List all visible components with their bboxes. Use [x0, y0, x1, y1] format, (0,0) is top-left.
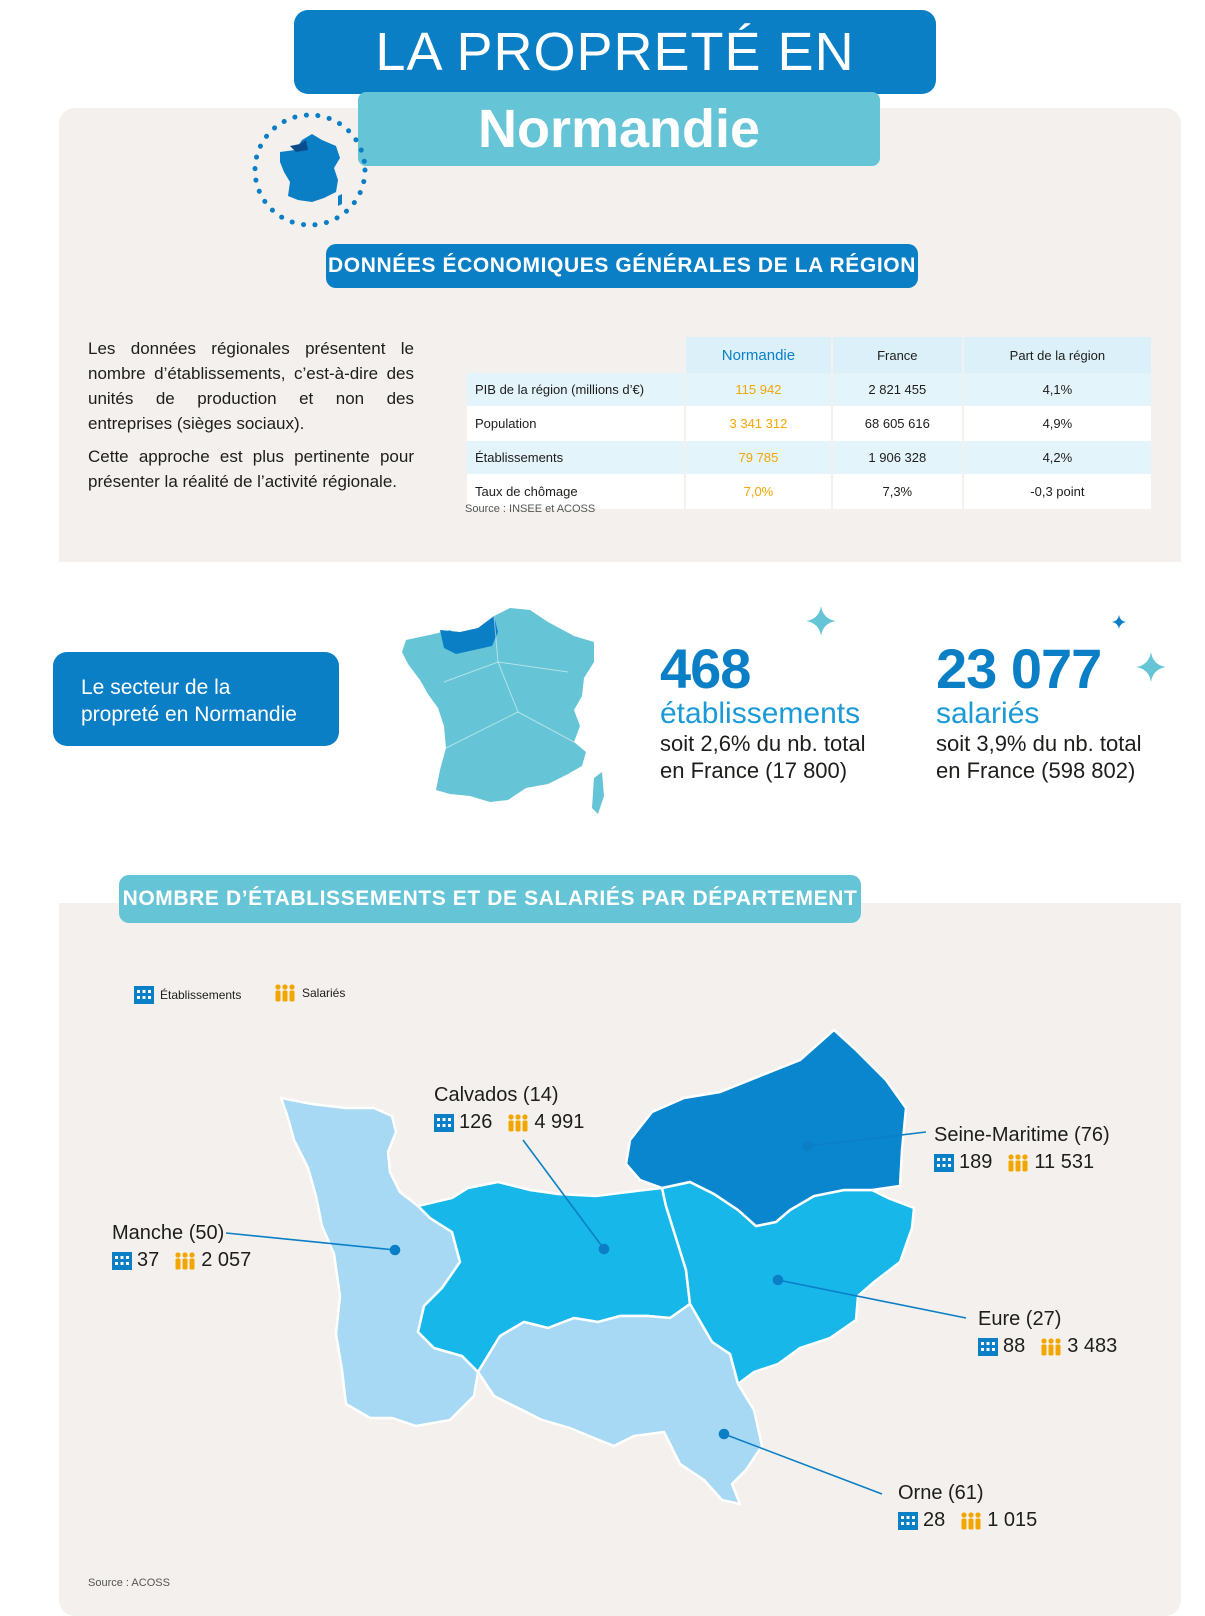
- people-icon: [960, 1512, 982, 1530]
- people-icon: [1007, 1154, 1029, 1172]
- dept-etab: 88: [1003, 1335, 1026, 1357]
- cell-france: 1 906 328: [833, 441, 962, 475]
- dept-etab: 126: [459, 1111, 493, 1133]
- etablissements-value: 468: [660, 637, 751, 700]
- dept-name: Seine-Maritime (76): [934, 1124, 1110, 1146]
- dept-sal: 2 057: [201, 1249, 252, 1271]
- intro-paragraph-2: Cette approche est plus pertinente pour présenter la réalité de l’activité régionale.: [88, 447, 414, 491]
- dept-etab: 189: [959, 1151, 993, 1173]
- etablissements-sub-1: soit 2,6% du nb. total: [660, 731, 866, 756]
- section-department-title: NOMBRE D’ÉTABLISSEMENTS ET DE SALARIÉS PAR DÉPARTEMENT: [119, 875, 861, 923]
- cell-france: 68 605 616: [833, 407, 962, 441]
- table-header-normandie: Normandie: [686, 337, 831, 373]
- dept-name: Orne (61): [898, 1482, 984, 1504]
- sector-label-line1: Le secteur de la: [81, 676, 231, 699]
- building-icon: [434, 1114, 454, 1132]
- people-icon: [174, 1252, 196, 1270]
- people-icon: [507, 1114, 529, 1132]
- sector-label-line2: propreté en Normandie: [81, 703, 297, 726]
- cell-part: 4,1%: [964, 373, 1151, 407]
- building-icon: [934, 1154, 954, 1172]
- section-economic-title: DONNÉES ÉCONOMIQUES GÉNÉRALES DE LA RÉGION: [326, 244, 918, 288]
- dept-sal: 3 483: [1067, 1335, 1118, 1357]
- dept-etab: 28: [923, 1509, 946, 1531]
- dept-sal: 11 531: [1034, 1151, 1095, 1173]
- cell-part: -0,3 point: [964, 475, 1151, 509]
- row-label: Établissements: [467, 441, 684, 475]
- row-label: Taux de chômage: [467, 475, 684, 509]
- dept-seine-maritime: [934, 1122, 1110, 1176]
- dept-name: Calvados (14): [434, 1084, 559, 1106]
- seine-maritime-marker: [804, 1142, 813, 1151]
- legend-salaries-label: Salariés: [302, 986, 346, 1000]
- manche-marker: [391, 1246, 400, 1255]
- dept-name: Eure (27): [978, 1308, 1062, 1330]
- table-header-part: Part de la région: [964, 337, 1151, 373]
- region-title: Normandie: [358, 92, 880, 166]
- salaries-sub-2: en France (598 802): [936, 758, 1136, 783]
- map-source: Source : ACOSS: [88, 1577, 170, 1589]
- dept-sal: 1 015: [987, 1509, 1038, 1531]
- etablissements-unit: établissements: [660, 697, 861, 730]
- calvados-marker: [600, 1245, 609, 1254]
- dept-orne: [898, 1480, 1037, 1534]
- intro-paragraph-1: Les données régionales présentent le nombre d’établissements, c’est-à-dire des unités de production et non des entreprises (sièges sociaux).: [88, 339, 414, 433]
- salaries-value: 23 077: [936, 637, 1102, 700]
- dept-calvados: [434, 1082, 584, 1136]
- dept-name: Manche (50): [112, 1222, 225, 1244]
- cell-france: 7,3%: [833, 475, 962, 509]
- cell-normandie: 115 942: [686, 373, 831, 407]
- dept-manche: [112, 1220, 251, 1274]
- dept-sal: 4 991: [534, 1111, 585, 1133]
- table-source: Source : INSEE et ACOSS: [465, 503, 596, 515]
- dept-etab: 37: [137, 1249, 160, 1271]
- people-icon: [1040, 1338, 1062, 1356]
- dept-eure: [978, 1306, 1117, 1360]
- table-header-france: France: [833, 337, 962, 373]
- page-title: LA PROPRETÉ EN: [294, 10, 936, 94]
- cell-part: 4,2%: [964, 441, 1151, 475]
- eure-marker: [774, 1276, 783, 1285]
- row-label: Population: [467, 407, 684, 441]
- salaries-unit: salariés: [936, 697, 1040, 730]
- building-icon: [978, 1338, 998, 1356]
- orne-marker: [720, 1430, 729, 1439]
- cell-normandie: 7,0%: [686, 475, 831, 509]
- region-manche[interactable]: [281, 1098, 478, 1426]
- cell-normandie: 3 341 312: [686, 407, 831, 441]
- cell-france: 2 821 455: [833, 373, 962, 407]
- building-icon: [898, 1512, 918, 1530]
- cell-part: 4,9%: [964, 407, 1151, 441]
- cell-normandie: 79 785: [686, 441, 831, 475]
- etablissements-sub-2: en France (17 800): [660, 758, 848, 783]
- legend-etablissements-label: Établissements: [160, 988, 242, 1002]
- row-label: PIB de la région (millions d’€): [467, 373, 684, 407]
- salaries-sub-1: soit 3,9% du nb. total: [936, 731, 1142, 756]
- building-icon: [112, 1252, 132, 1270]
